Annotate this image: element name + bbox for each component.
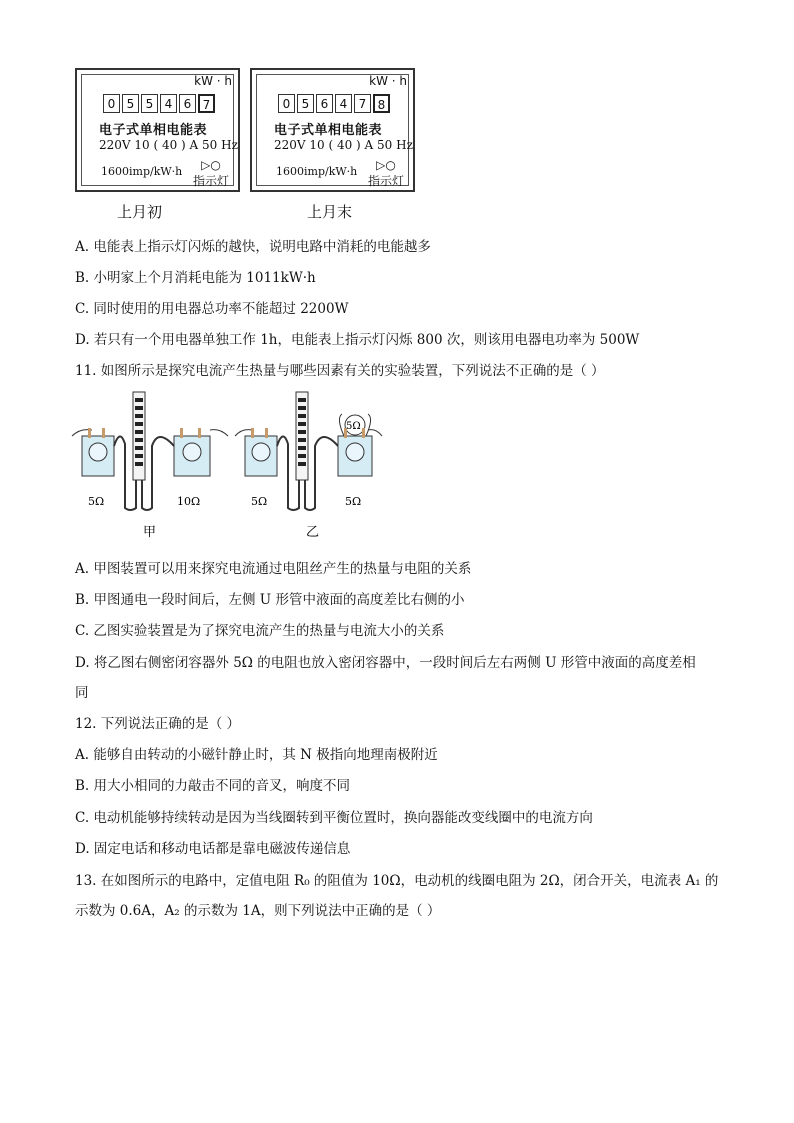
digit: 5: [141, 94, 158, 113]
q12-option-b: B. 用大小相同的力敲击不同的音叉，响度不同: [75, 778, 351, 794]
q11-option-d: D. 将乙图右侧密闭容器外 5Ω 的电阻也放入密闭容器中，一段时间后左右两侧 U 形管中液面的高度差相: [75, 655, 696, 671]
digit: 6: [316, 94, 333, 113]
joule-heat-apparatus-figure: [70, 388, 400, 540]
digit: 4: [335, 94, 352, 113]
resistor-label-external: 5Ω: [346, 421, 361, 432]
digit: 5: [297, 94, 314, 113]
q12-stem: 12. 下列说法正确的是（ ）: [75, 716, 241, 732]
lamp-label: 指示灯: [367, 174, 404, 188]
lamp-icon: ▷○: [376, 158, 396, 172]
meter-unit: kW · h: [194, 74, 232, 88]
indicator-lamp: [367, 158, 405, 189]
meter-spec: 220V 10 ( 40 ) A 50 Hz: [274, 138, 413, 152]
figure-label-jia: 甲: [143, 525, 157, 540]
meter-caption: 上月初: [117, 203, 163, 221]
digit: 5: [122, 94, 139, 113]
resistor-label-left-2: 5Ω: [251, 495, 268, 508]
q10-option-b: B. 小明家上个月消耗电能为 1011kW·h: [75, 270, 316, 286]
meter-name: 电子式单相电能表: [274, 123, 383, 138]
energy-meter-start: [75, 68, 240, 192]
meter-name: 电子式单相电能表: [99, 123, 208, 138]
lamp-icon: ▷○: [201, 158, 221, 172]
meter-unit: kW · h: [369, 74, 407, 88]
meter-imp: 1600imp/kW·h: [101, 165, 183, 178]
meter-digits: [103, 94, 217, 113]
digit: 4: [160, 94, 177, 113]
meter-spec: 220V 10 ( 40 ) A 50 Hz: [99, 138, 238, 152]
meter-imp: 1600imp/kW·h: [276, 165, 358, 178]
q11-option-c: C. 乙图实验装置是为了探究电流产生的热量与电流大小的关系: [75, 623, 445, 639]
figure-label-yi: 乙: [306, 525, 320, 540]
q12-option-a: A. 能够自由转动的小磁针静止时，其 N 极指向地理南极附近: [75, 747, 438, 763]
indicator-lamp: [192, 158, 230, 189]
digit: 0: [103, 94, 120, 113]
q11-stem: 11. 如图所示是探究电流产生热量与哪些因素有关的实验装置，下列说法不正确的是（ ）: [75, 363, 605, 379]
q11-option-d-cont: 同: [75, 685, 89, 701]
meter-digits: [278, 94, 392, 113]
q12-option-c: C. 电动机能够持续转动是因为当线圈转到平衡位置时，换向器能改变线圈中的电流方向: [75, 810, 593, 826]
resistor-label-right: 10Ω: [177, 495, 201, 508]
q13-stem-line1: 13. 在如图所示的电路中，定值电阻 R₀ 的阻值为 10Ω，电动机的线圈电阻为 2Ω，闭合开关，电流表 A₁ 的: [75, 873, 719, 889]
q13-stem-line2: 示数为 0.6A，A₂ 的示数为 1A，则下列说法中正确的是（ ）: [75, 903, 441, 919]
meter-caption: 上月末: [307, 203, 353, 221]
digit-decimal: 8: [373, 94, 390, 113]
digit: 0: [278, 94, 295, 113]
digit-decimal: 7: [198, 94, 215, 113]
digit: 6: [179, 94, 196, 113]
q12-option-d: D. 固定电话和移动电话都是靠电磁波传递信息: [75, 841, 351, 857]
q10-option-c: C. 同时使用的用电器总功率不能超过 2200W: [75, 301, 349, 317]
lamp-label: 指示灯: [192, 174, 229, 188]
energy-meter-end: [250, 68, 415, 192]
resistor-label-left: 5Ω: [88, 495, 105, 508]
q11-option-b: B. 甲图通电一段时间后，左侧 U 形管中液面的高度差比右侧的小: [75, 592, 465, 608]
q10-option-a: A. 电能表上指示灯闪烁的越快，说明电路中消耗的电能越多: [75, 239, 431, 255]
q10-option-d: D. 若只有一个用电器单独工作 1h，电能表上指示灯闪烁 800 次，则该用电器电功率为 500W: [75, 332, 640, 348]
resistor-label-right-2: 5Ω: [345, 495, 362, 508]
q11-option-a: A. 甲图装置可以用来探究电流通过电阻丝产生的热量与电阻的关系: [75, 561, 472, 577]
digit: 7: [354, 94, 371, 113]
